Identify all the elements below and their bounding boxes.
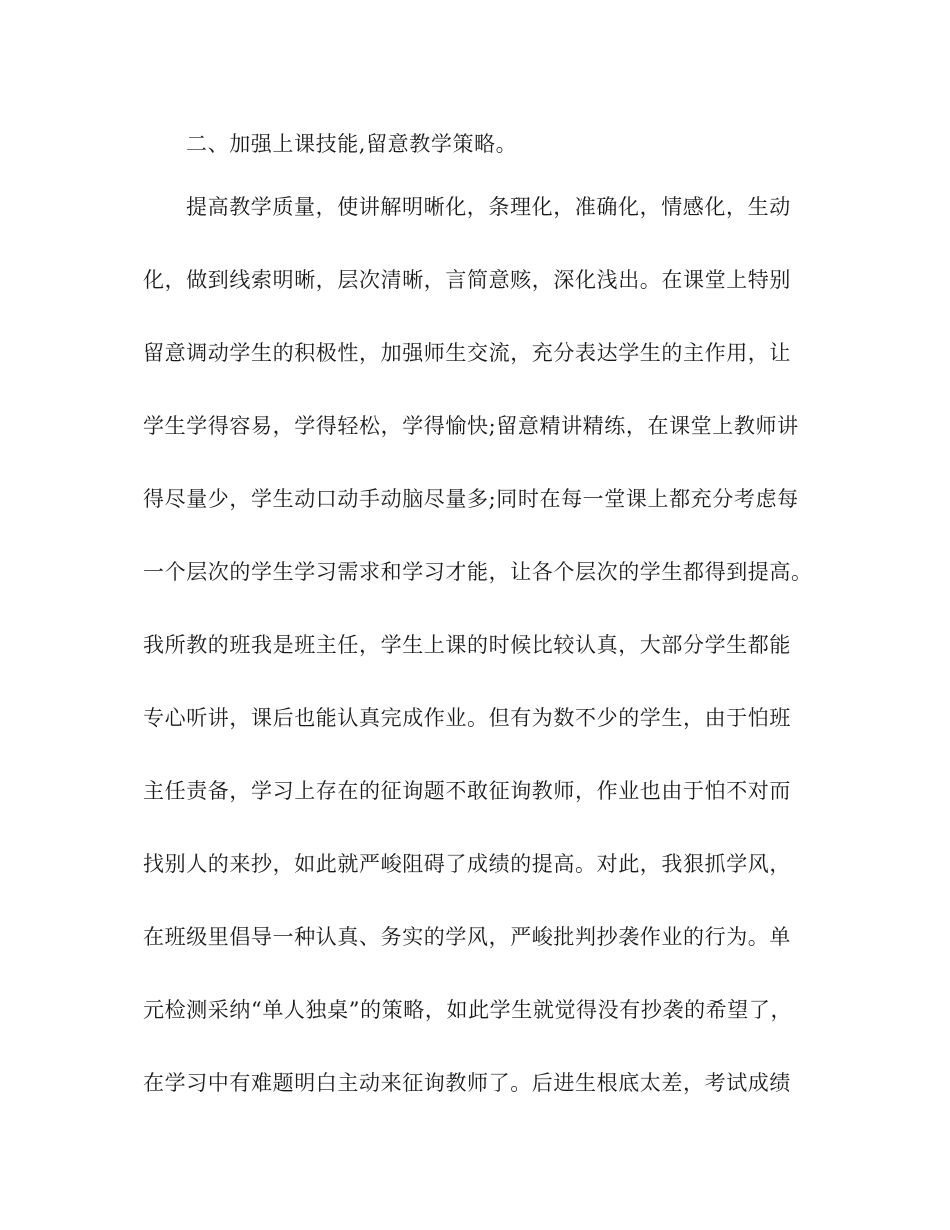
paragraph-line: 提高教学质量，使讲解明晰化，条理化，准确化，情感化，生动 — [186, 195, 791, 219]
paragraph-line: 得尽量少，学生动口动手动脑尽量多;同时在每一堂课上都充分考虑每 — [143, 487, 799, 511]
paragraph-line: 在学习中有难题明白主动来征询教师了。后进生根底太差，考试成绩 — [143, 1071, 791, 1095]
paragraph-line: 化，做到线索明晰，层次清晰，言简意赅，深化浅出。在课堂上特别 — [143, 268, 791, 292]
paragraph-line: 一个层次的学生学习需求和学习才能，让各个层次的学生都得到提高。 — [143, 560, 813, 584]
paragraph-line: 专心听讲，课后也能认真完成作业。但有为数不少的学生，由于怕班 — [143, 706, 791, 730]
paragraph-line: 元检测采纳“单人独桌”的策略，如此学生就觉得没有抄袭的希望了， — [143, 998, 793, 1022]
paragraph-line: 找别人的来抄，如此就严峻阻碍了成绩的提高。对此，我狠抓学风， — [143, 852, 791, 876]
paragraph-line: 学生学得容易，学得轻松，学得愉快;留意精讲精练，在课堂上教师讲 — [143, 414, 799, 438]
paragraph-line: 在班级里倡导一种认真、务实的学风，严峻批判抄袭作业的行为。单 — [143, 925, 791, 949]
paragraph-line: 我所教的班我是班主任，学生上课的时候比较认真，大部分学生都能 — [143, 633, 791, 657]
paragraph-line: 留意调动学生的积极性，加强师生交流，充分表达学生的主作用，让 — [143, 341, 791, 365]
paragraph-line: 主任责备，学习上存在的征询题不敢征询教师，作业也由于怕不对而 — [143, 779, 791, 803]
section-heading: 二、加强上课技能,留意教学策略。 — [186, 132, 518, 156]
